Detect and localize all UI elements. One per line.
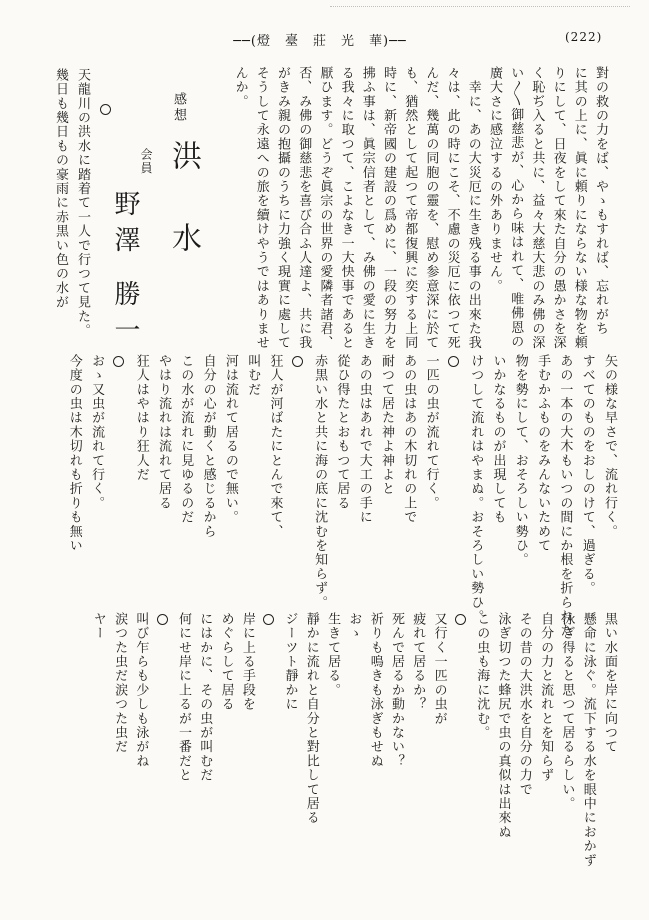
- text-line: い〳〵御慈悲が、心から味はれて、唯佛恩の: [508, 66, 524, 349]
- section-divider-circle: [263, 614, 274, 625]
- top-edge-mark: [330, 6, 630, 13]
- section-divider-circle: [455, 614, 466, 625]
- text-line: 廣大さに感泣するの外ありません。: [487, 66, 502, 294]
- text-line: にはかに、その虫が叫むだ: [197, 612, 213, 783]
- text-line: 從ひ得たとおもつて居る: [334, 354, 350, 511]
- running-header: ──(燈 臺 莊 光 華)──: [233, 34, 407, 49]
- text-line: 狂人が河ばたにとんで來て、: [267, 354, 283, 539]
- text-line: ジーツト靜かに: [282, 612, 298, 712]
- text-line: 叫むだ: [245, 354, 261, 397]
- text-line: 黒い水面を岸に向つて: [602, 612, 617, 754]
- text-line: 祈りも鳴きも泳ぎもせぬ: [367, 612, 383, 769]
- text-line: る我々に取つて、こよなき一大快事であると: [338, 66, 354, 350]
- text-line: 何にせ岸に上るが一番だと: [176, 612, 191, 783]
- section-divider-circle: [157, 614, 168, 625]
- text-line: 又行く一匹の虫が: [431, 612, 447, 726]
- text-line: 幸に、あの大災厄に生き残る事の出來た我: [465, 66, 481, 350]
- text-line: 自分の力と流れとを知らず: [538, 612, 554, 783]
- text-line: 對の救の力をば、やゝもすれば、忘れがち: [593, 66, 608, 336]
- text-line: その昔の大洪水を自分の力で: [516, 612, 532, 797]
- article-category: 感想: [171, 92, 186, 124]
- article-title-2: 水: [166, 222, 201, 270]
- text-line: 自分の心が動くと感じるから: [200, 354, 216, 539]
- text-line: 赤黒い水と共に海の底に沈むを知らず。: [312, 354, 328, 610]
- text-line: に其の上に、眞に頼りにならない様な物を頼: [571, 66, 587, 350]
- text-line: 矢の様な早さで、流れ行く。: [602, 354, 617, 539]
- text-line: おゝ又虫が流れて行く。: [89, 354, 105, 511]
- text-line: 時に、新帝國の建設の爲めに、一段の努力を: [381, 66, 396, 350]
- text-line: んだ、幾萬の同胞の靈を、慰め参意深に於て: [423, 66, 439, 350]
- member-label: 会員: [139, 148, 153, 175]
- page-number: (222): [565, 30, 603, 44]
- text-line: あの虫はあれで大工の手に: [356, 354, 372, 525]
- text-line: 生きて居る。: [325, 612, 341, 698]
- text-line: あの一本の大木もいつの間にか根を折られた: [557, 354, 573, 638]
- text-line: 拂ふ事は、眞宗信者として、み佛の愛に生き: [359, 66, 375, 350]
- section-divider-circle: [448, 356, 459, 367]
- text-line: 幾日も幾日もの豪雨に赤黒い色の水が: [53, 68, 68, 310]
- section-divider-circle: [292, 356, 303, 367]
- text-line: も、猶然として起つて帝都復興に奕する上同: [402, 66, 418, 350]
- author-name: 野澤 勝一: [110, 190, 140, 353]
- text-line: 手むかふものをみんないためて: [535, 354, 551, 553]
- text-line: いかなるものが出現しても: [490, 354, 506, 525]
- text-line: おゝ: [346, 612, 362, 641]
- text-line: 厭ひます。どうぞ眞宗の世界の愛隣者諸君、: [317, 66, 333, 350]
- text-line: ヤー: [90, 612, 106, 641]
- text-line: 死んで居るか動かない？: [389, 612, 404, 769]
- text-line: 狂人はやはり狂人だ: [133, 354, 149, 482]
- text-line: すべてのものをおしのけて、過ぎる。: [579, 354, 595, 596]
- text-line: この虫も海に沈む。: [474, 612, 490, 740]
- text-line: 泳ぎ切つた蜂尻で虫の真似は出來ぬ: [495, 612, 511, 840]
- text-line: 耐つて居た神よ神よと: [379, 354, 394, 496]
- text-line: んか。: [232, 66, 248, 109]
- text-line: 懸命に泳ぐ。流下する水を眼中におかず: [580, 612, 596, 868]
- section-divider-circle: [100, 104, 111, 115]
- text-line: 今度の虫は木切れも折りも無い: [66, 354, 82, 553]
- text-line: く恥ぢ入ると共に、益々大慈大悲のみ佛の深: [529, 66, 545, 350]
- text-line: りにして、日夜をして來た自分の愚かさを深: [550, 66, 566, 350]
- text-line: 否、み佛の御慈悲を喜び合ふ人達よ、共に我: [296, 66, 312, 350]
- text-line: 叫び乍らも少しも泳がね: [133, 612, 149, 769]
- text-line: 物を勢にして、おそろしい勢ひ。: [512, 354, 528, 567]
- text-line: 々は、此の時にこそ、不慮の災厄に依つて死: [444, 66, 460, 350]
- text-line: 涙つた虫だ涙つた虫だ: [112, 612, 128, 754]
- text-line: そうして永遠への旅を續けやうではありませ: [253, 66, 269, 350]
- text-line: がきみ親の抱攝のうちに力強く現實に處して: [275, 66, 290, 350]
- text-line: 疲れて居るか？: [410, 612, 426, 712]
- section-divider-circle: [113, 356, 124, 367]
- text-line: あの虫はあの木切れの上で: [401, 354, 417, 525]
- text-line: 河は流れて居るので無い。: [222, 354, 238, 525]
- text-line: 靜かに流れと自分と對比して居る: [303, 612, 319, 825]
- text-line: けつして流れはやまぬ。おそろしい勢ひ。: [468, 354, 484, 624]
- text-line: この水が流れに見ゆるのだ: [178, 354, 194, 525]
- text-line: めぐらして居る: [218, 612, 234, 712]
- text-line: 泳ぎ得ると思つて居るらしい。: [559, 612, 575, 811]
- text-line: 岸に上る手段を: [239, 612, 255, 712]
- text-line: やはり流れは流れて居る: [156, 354, 171, 511]
- text-line: 天龍川の洪水に踏着て一人で行つて見た。: [75, 68, 90, 338]
- article-title-1: 洪: [166, 140, 201, 188]
- text-line: 一匹の虫が流れて行く。: [423, 354, 439, 511]
